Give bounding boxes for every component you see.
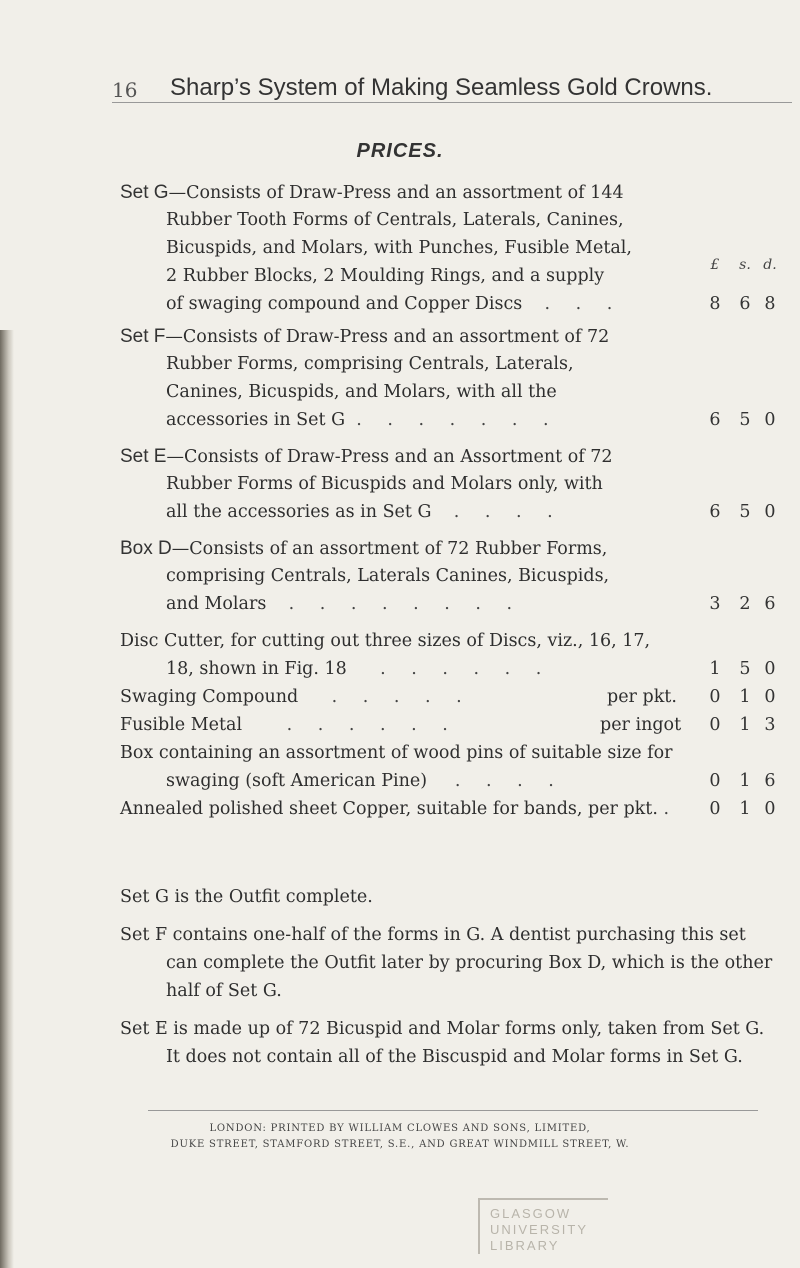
- pence-head: d.: [763, 257, 777, 273]
- entry-last-line: and Molars . . . . . . . .: [166, 594, 523, 614]
- entry-first-line: Box D—Consists of an assortment of 72 Rubber Forms,: [120, 538, 608, 559]
- leader-dots: .: [663, 799, 680, 819]
- note-set-e-line: Set E is made up of 72 Bicuspid and Molar forms only, taken from Set G.: [120, 1019, 765, 1039]
- entry-line: Swaging Compound . . . . .: [120, 687, 472, 707]
- amount-shillings: 1: [739, 799, 751, 819]
- entry-first-line: Set G—Consists of Draw-Press and an assortment of 144: [120, 182, 624, 203]
- entry-last-line: of swaging compound and Copper Discs . . .: [166, 294, 623, 314]
- note-set-g: Set G is the Outfit complete.: [120, 887, 373, 907]
- entry-line: Fusible Metal . . . . . .: [120, 715, 458, 735]
- printer-imprint-line1: LONDON: PRINTED BY WILLIAM CLOWES AND SONS, LIMITED,: [209, 1123, 591, 1134]
- leader-dots: . . .: [544, 294, 623, 314]
- amount-pence: 3: [764, 715, 776, 735]
- shillings-head: s.: [739, 257, 751, 273]
- amount-shillings: 2: [739, 594, 751, 614]
- page-number: 16: [112, 78, 138, 102]
- amount-pounds: 0: [709, 799, 721, 819]
- amount-shillings: 5: [739, 659, 751, 679]
- amount-pence: 6: [764, 771, 776, 791]
- prices-heading: PRICES.: [356, 140, 444, 162]
- leader-dots: . . . . . . .: [356, 410, 559, 430]
- entry-line: comprising Centrals, Laterals Canines, Bicuspids,: [166, 566, 610, 586]
- entry-line: Rubber Forms, comprising Centrals, Laterals,: [166, 354, 574, 374]
- entry-line: Rubber Tooth Forms of Centrals, Laterals, Canines,: [166, 210, 624, 230]
- entry-lead: Set G: [120, 182, 169, 203]
- entry-line: Canines, Bicuspids, and Molars, with all the: [166, 382, 557, 402]
- entry-line: Bicuspids, and Molars, with Punches, Fusible Metal,: [166, 238, 632, 258]
- amount-shillings: 5: [739, 502, 751, 522]
- amount-pounds: 0: [709, 687, 721, 707]
- amount-pence: 0: [764, 410, 776, 430]
- note-set-f-line: Set F contains one-half of the forms in G. A dentist purchasing this set: [120, 925, 746, 945]
- leader-dots: . . . . . .: [380, 659, 552, 679]
- library-stamp: GLASGOW UNIVERSITY LIBRARY: [478, 1198, 608, 1254]
- amount-pence: 8: [764, 294, 776, 314]
- unit-label: per pkt.: [607, 687, 677, 707]
- entry-last-line: swaging (soft American Pine) . . . .: [166, 771, 564, 791]
- amount-pounds: 8: [709, 294, 721, 314]
- entry-first-line: Set F—Consists of Draw-Press and an assortment of 72: [120, 326, 610, 347]
- amount-pence: 0: [764, 659, 776, 679]
- note-set-f-line: can complete the Outfit later by procuring Box D, which is the other: [166, 953, 773, 973]
- amount-shillings: 1: [739, 687, 751, 707]
- amount-shillings: 6: [739, 294, 751, 314]
- entry-last-line: 18, shown in Fig. 18 . . . . . .: [166, 659, 552, 679]
- footer-rule: [148, 1110, 758, 1111]
- leader-dots: . . . .: [454, 771, 564, 791]
- amount-shillings: 1: [739, 715, 751, 735]
- page-header: [112, 74, 792, 104]
- running-title: Sharp’s System of Making Seamless Gold Crowns.: [170, 74, 713, 101]
- leader-dots: . . . . . .: [286, 715, 458, 735]
- amount-pounds: 1: [709, 659, 721, 679]
- amount-shillings: 1: [739, 771, 751, 791]
- printer-imprint-line2: DUKE STREET, STAMFORD STREET, S.E., AND GREAT WINDMILL STREET, W.: [170, 1139, 630, 1150]
- entry-line: 2 Rubber Blocks, 2 Moulding Rings, and a supply: [166, 266, 605, 286]
- unit-label: per ingot: [600, 715, 682, 735]
- entry-lead: Set E: [120, 446, 167, 467]
- amount-pence: 0: [764, 687, 776, 707]
- entry-first-line: Disc Cutter, for cutting out three sizes of Discs, viz., 16, 17,: [120, 631, 651, 651]
- entry-line: Rubber Forms of Bicuspids and Molars only, with: [166, 474, 603, 494]
- entry-first-line: Set E—Consists of Draw-Press and an Assortment of 72: [120, 446, 613, 467]
- amount-pence: 6: [764, 594, 776, 614]
- amount-pence: 0: [764, 799, 776, 819]
- note-set-f-line: half of Set G.: [166, 981, 282, 1001]
- note-set-e-line: It does not contain all of the Biscuspid and Molar forms in Set G.: [166, 1047, 743, 1067]
- entry-lead: Box D: [120, 538, 172, 559]
- entry-last-line: accessories in Set G . . . . . . .: [166, 410, 559, 430]
- leader-dots: . . . .: [453, 502, 563, 522]
- amount-pounds: 6: [709, 502, 721, 522]
- leader-dots: . . . . .: [331, 687, 472, 707]
- pounds-head: £: [710, 257, 720, 273]
- amount-pounds: 0: [709, 715, 721, 735]
- entry-first-line: Box containing an assortment of wood pins of suitable size for: [120, 743, 673, 763]
- entry-lead: Set F: [120, 326, 166, 347]
- entry-last-line: all the accessories as in Set G . . . .: [166, 502, 563, 522]
- amount-pounds: 3: [709, 594, 721, 614]
- entry-line: Annealed polished sheet Copper, suitable for bands, per pkt. .: [120, 799, 680, 819]
- leader-dots: . . . . . . . .: [288, 594, 523, 614]
- amount-pounds: 0: [709, 771, 721, 791]
- amount-pence: 0: [764, 502, 776, 522]
- amount-shillings: 5: [739, 410, 751, 430]
- amount-pounds: 6: [709, 410, 721, 430]
- header-rule: [112, 102, 792, 103]
